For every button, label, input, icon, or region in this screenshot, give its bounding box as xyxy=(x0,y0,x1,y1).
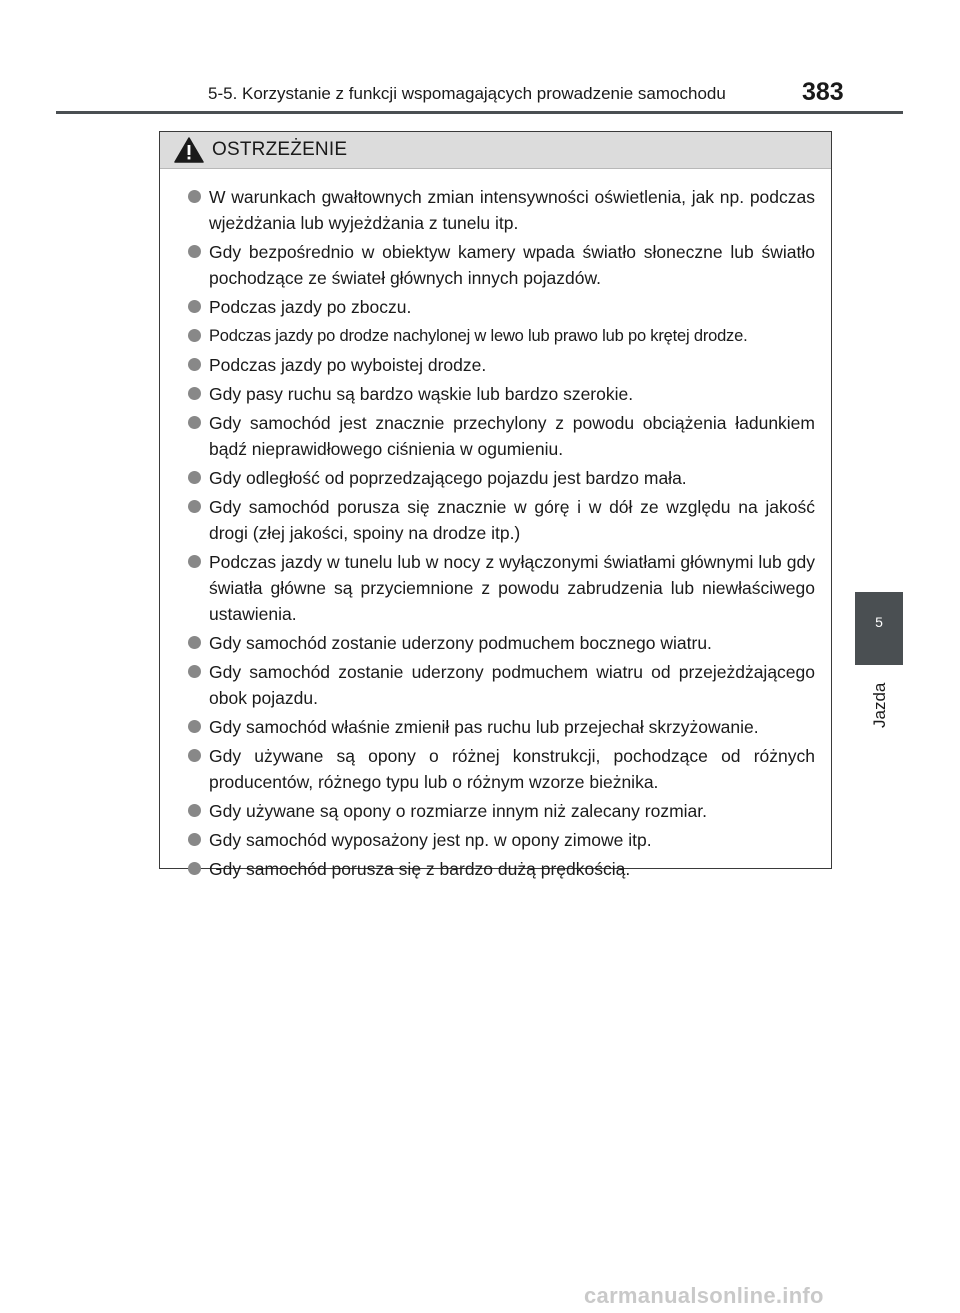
section-title: 5-5. Korzystanie z funkcji wspomagających prowadzenie samochodu xyxy=(208,84,726,103)
list-item-text: Gdy odległość od poprzedzającego pojazdu jest bardzo mała. xyxy=(209,468,687,488)
list-item-text: Gdy bezpośrednio w obiektyw kamery wpada światło słoneczne lub światło pochodzące ze świateł głównych innych pojazdów. xyxy=(209,242,815,288)
bullet-icon xyxy=(188,245,201,258)
list-item xyxy=(188,465,815,491)
bullet-icon xyxy=(188,471,201,484)
bullet-icon xyxy=(188,636,201,649)
list-item xyxy=(188,827,815,853)
list-item xyxy=(188,239,815,291)
list-item-text: Gdy używane są opony o różnej konstrukcji, pochodzące od różnych producentów, różnego typu lub o różnym wzorze bieżnika. xyxy=(209,746,815,792)
list-item xyxy=(188,856,815,882)
bullet-icon xyxy=(188,358,201,371)
warning-triangle-icon xyxy=(174,137,204,163)
warning-list xyxy=(160,169,831,882)
bullet-icon xyxy=(188,555,201,568)
watermark: carmanualsonline.info xyxy=(584,1283,824,1308)
list-item xyxy=(188,184,815,236)
bullet-icon xyxy=(188,720,201,733)
list-item-text: Gdy samochód porusza się z bardzo dużą prędkością. xyxy=(209,859,631,879)
list-item-text: Gdy samochód porusza się znacznie w górę i w dół ze względu na jakość drogi (złej jakości, spoiny na drodze itp.) xyxy=(209,497,815,543)
list-item-text: Podczas jazdy po wyboistej drodze. xyxy=(209,355,487,375)
chapter-tab xyxy=(855,592,903,665)
bullet-icon xyxy=(188,416,201,429)
bullet-icon xyxy=(188,665,201,678)
warning-header xyxy=(160,132,831,169)
list-item-text: Gdy pasy ruchu są bardzo wąskie lub bardzo szerokie. xyxy=(209,384,634,404)
bullet-icon xyxy=(188,500,201,513)
page-header xyxy=(0,0,960,118)
bullet-icon xyxy=(188,387,201,400)
list-item xyxy=(188,294,815,320)
list-item xyxy=(188,743,815,795)
list-item xyxy=(188,659,815,711)
list-item xyxy=(188,381,815,407)
bullet-icon xyxy=(188,862,201,875)
bullet-icon xyxy=(188,329,201,342)
header-divider xyxy=(56,111,903,114)
bullet-icon xyxy=(188,300,201,313)
list-item-text: Gdy samochód zostanie uderzony podmuchem bocznego wiatru. xyxy=(209,633,712,653)
bullet-icon xyxy=(188,749,201,762)
list-item xyxy=(188,410,815,462)
list-item-text: Podczas jazdy po drodze nachylonej w lewo lub prawo lub po krętej drodze. xyxy=(209,327,748,345)
bullet-icon xyxy=(188,804,201,817)
list-item xyxy=(188,549,815,627)
bullet-icon xyxy=(188,833,201,846)
list-item-text: Gdy używane są opony o rozmiarze innym niż zalecany rozmiar. xyxy=(209,801,707,821)
warning-title: OSTRZEŻENIE xyxy=(212,139,348,160)
list-item xyxy=(188,323,815,349)
bullet-icon xyxy=(188,190,201,203)
list-item xyxy=(188,714,815,740)
list-item-text: Podczas jazdy w tunelu lub w nocy z wyłączonymi światłami głównymi lub gdy światła główne są przyciemnione z powodu zabrudzenia lub niewłaściwego ustawienia. xyxy=(209,552,815,624)
list-item-text: Podczas jazdy po zboczu. xyxy=(209,297,412,317)
list-item xyxy=(188,352,815,378)
list-item-text: Gdy samochód właśnie zmienił pas ruchu lub przejechał skrzyżowanie. xyxy=(209,717,759,737)
chapter-label-text: Jazda xyxy=(870,682,889,728)
warning-box xyxy=(159,131,832,879)
list-item xyxy=(188,630,815,656)
chapter-number: 5 xyxy=(875,614,883,630)
list-item-text: Gdy samochód zostanie uderzony podmuchem wiatru od przejeżdżającego obok pojazdu. xyxy=(209,662,815,708)
list-item xyxy=(188,494,815,546)
page-number: 383 xyxy=(802,78,844,106)
list-item xyxy=(188,798,815,824)
list-item-text: W warunkach gwałtownych zmian intensywności oświetlenia, jak np. podczas wjeżdżania lub wyjeżdżania z tunelu itp. xyxy=(209,187,815,233)
list-item-text: Gdy samochód jest znacznie przechylony z powodu obciążenia ładunkiem bądź nieprawidłowego ciśnienia w ogumieniu. xyxy=(209,413,815,459)
chapter-label xyxy=(855,670,903,730)
list-item-text: Gdy samochód wyposażony jest np. w opony zimowe itp. xyxy=(209,830,652,850)
